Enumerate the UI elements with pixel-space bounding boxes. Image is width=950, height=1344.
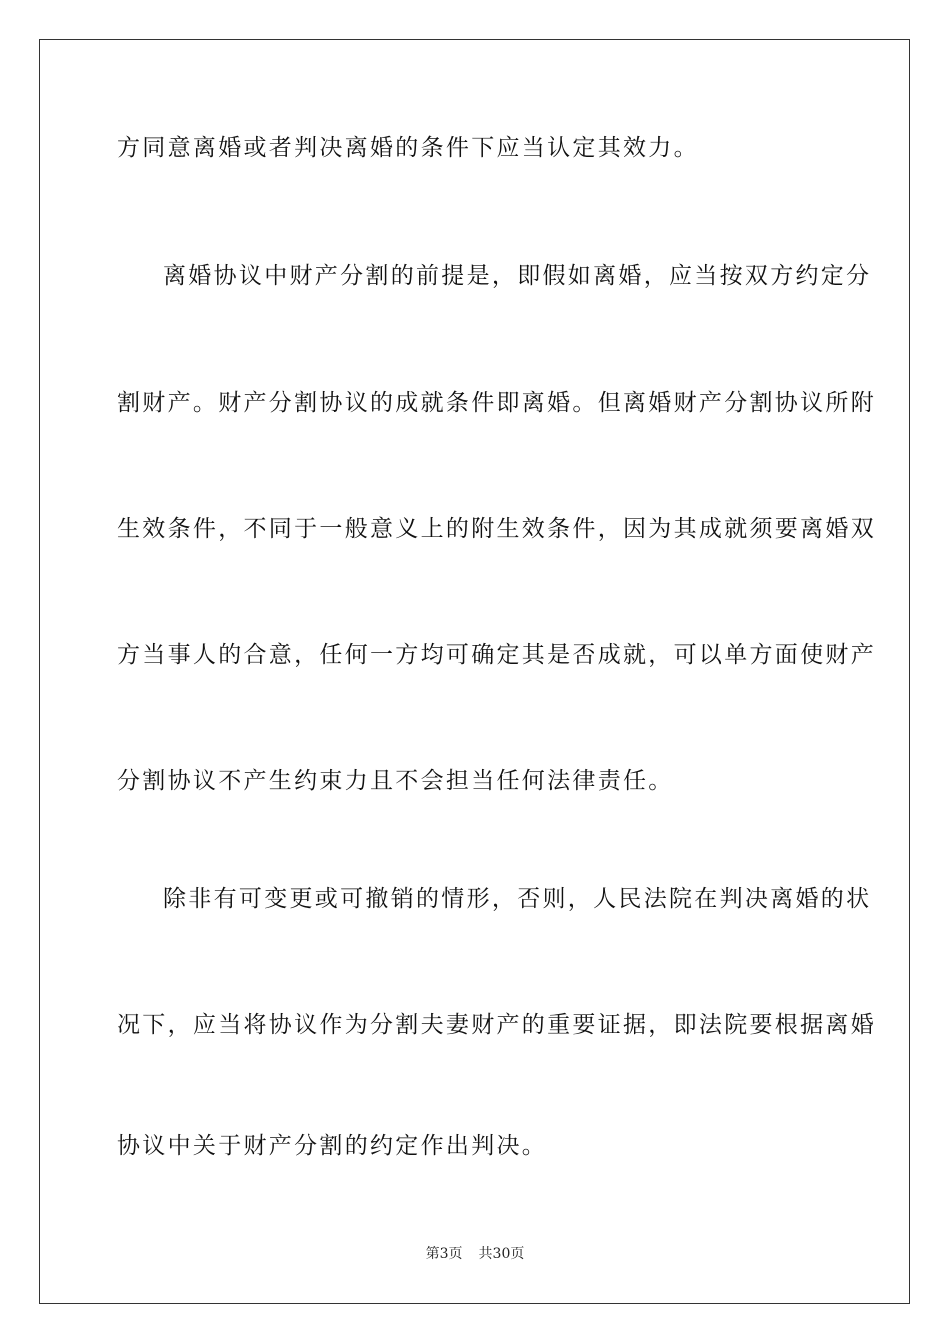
body-line: 方当事人的合意，任何一方均可确定其是否成就，可以单方面使财产 bbox=[117, 642, 876, 668]
page-number: 第3页 bbox=[425, 1246, 463, 1262]
page-border bbox=[39, 39, 910, 1304]
body-line: 分割协议不产生约束力且不会担当任何法律责任。 bbox=[117, 768, 674, 794]
paragraph-first-line: 离婚协议中财产分割的前提是，即假如离婚，应当按双方约定分 bbox=[163, 263, 872, 289]
body-line: 协议中关于财产分割的约定作出判决。 bbox=[117, 1133, 548, 1159]
body-line: 况下，应当将协议作为分割夫妻财产的重要证据，即法院要根据离婚 bbox=[117, 1012, 876, 1038]
body-line: 生效条件，不同于一般意义上的附生效条件，因为其成就须要离婚双 bbox=[117, 516, 876, 542]
body-line: 方同意离婚或者判决离婚的条件下应当认定其效力。 bbox=[117, 135, 699, 161]
page-total: 共30页 bbox=[478, 1246, 525, 1262]
paragraph-first-line: 除非有可变更或可撤销的情形，否则，人民法院在判决离婚的状 bbox=[163, 886, 872, 912]
body-line: 割财产。财产分割协议的成就条件即离婚。但离婚财产分割协议所附 bbox=[117, 390, 876, 416]
page-footer bbox=[0, 1245, 950, 1263]
